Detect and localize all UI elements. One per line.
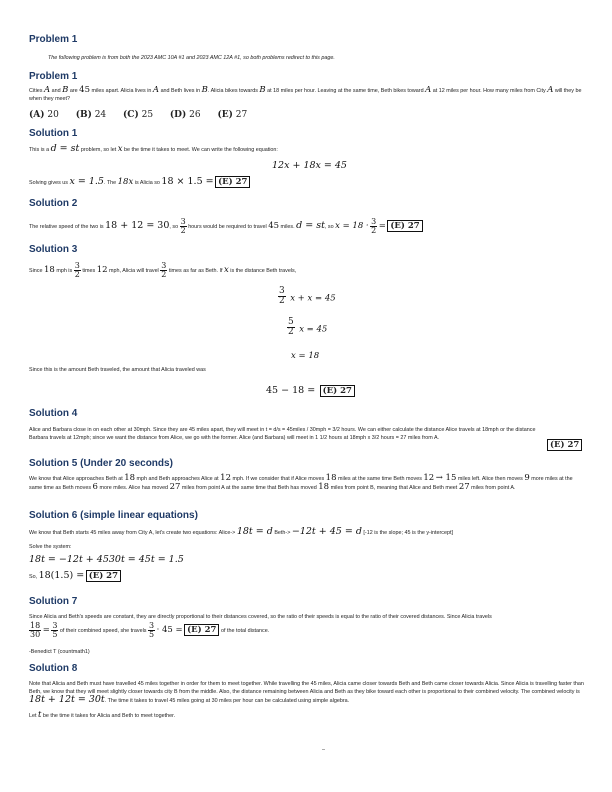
solution-3-line2: Since this is the amount Beth traveled, the amount that Alicia traveled was: [29, 367, 206, 373]
choice-a: (A) 20: [29, 110, 59, 120]
solution-3-heading: Solution 3: [29, 244, 78, 255]
problem-text: Cities A and B are 45 miles apart. Alicia lives in A and Beth lives in B. Alicia bikes towards B at 18 miles per hour. Leaving at the same time, Beth bikes toward A at 12 miles per hour. How many miles from City A will they be when they meet?: [29, 85, 582, 102]
solution-2-heading: Solution 2: [29, 198, 78, 209]
solution-5-text: We know that Alice approaches Beth at 18 mph and Beth approaches Alice at 12 mph. If we consider that if Alice moves 18 miles at the same time Beth moves 12 → 15 miles left. Alice then moves 9 more miles at the same time as Beth moves 6 more miles. Alice has moved 27 miles from point A at the same time that Beth has moved 18 miles from point B, meaning that Alice and Beth meet 27 miles from point A.: [29, 473, 573, 492]
solution-3-eq1: $\frac{3}{2}$ x + x = 45: [279, 286, 336, 306]
choice-d: (D) 26: [169, 110, 201, 120]
solution-1-line1: This is a d = st problem, so let x be the time it takes to meet. We can write the following equation:: [29, 143, 278, 154]
solution-7-line1: Since Alicia and Beth's speeds are constant, they are directly proportional to their distances covered, so the ratio of their speeds is equal to the ratio of their covered distances. Since Alicia travels: [29, 614, 492, 620]
solution-6-heading: Solution 6 (simple linear equations): [29, 510, 198, 521]
answer-box: (E) 27: [215, 176, 250, 188]
page-mark: –: [322, 747, 325, 753]
solution-7-line2: $\frac{18}{30}$ = $\frac{3}{5}$ of their combined speed, she travels $\frac{3}{5}$ · 45 = (E) 27 of the total distance.: [30, 621, 270, 639]
solution-6-line3: So, 18(1.5) = (E) 27: [29, 572, 121, 581]
solution-6-line1: We know that Beth starts 45 miles away from City A, let's create two equations: Alice-> 18t = d Beth-> −12t + 45 = d [-12 is the slope; 45 is the y-intercept]: [29, 526, 453, 537]
answer-box: (E) 27: [320, 385, 355, 397]
answer-box: (E) 27: [184, 624, 219, 636]
fraction: $\frac{3}{2}$: [74, 261, 80, 279]
choice-c: (C) 25: [123, 110, 154, 120]
solution-8-text: Note that Alicia and Beth must have travelled 45 miles together in order for them to meet together. While travelling the 45 miles, Alicia came closer towards Beth and Beth came closer towards Alicia. Since Alicia is travelling faster than Beth, we know that they will meet slightly closer towards city B from the middle. Also, the distance remaining between Alicia and Beth as they bike toward each other is proportional to their combined velocity. The combined velocity is 18t + 12t = 30t. The time it takes to travel 45 miles going at 30 miles per hour can be calculated using simple algebra.: [29, 681, 584, 705]
solution-4-answer: [547, 434, 582, 452]
solution-8-heading: Solution 8: [29, 663, 78, 674]
solution-5-heading: Solution 5 (Under 20 seconds): [29, 458, 173, 469]
solution-3-eq2: $\frac{5}{2}$ x = 45: [288, 317, 328, 337]
solution-1-line2: Solving gives us x = 1.5. The 18x is Alicia so 18 × 1.5 = (E) 27: [29, 178, 250, 187]
choice-b: (B) 24: [75, 110, 107, 120]
problem-heading: Problem 1: [29, 34, 78, 45]
solution-1-equation: 12x + 18x = 45: [272, 160, 347, 171]
solution-7-heading: Solution 7: [29, 596, 78, 607]
answer-box: (E) 27: [547, 439, 582, 451]
fraction: $\frac{3}{2}$: [180, 217, 186, 235]
solution-8-line2: Let t be the time it takes for Alicia and Beth to meet together.: [29, 710, 176, 720]
choice-e: (E) 27: [217, 110, 248, 120]
problem-heading-2: Problem 1: [29, 71, 78, 82]
solution-6-line2: Solve the system:: [29, 544, 72, 550]
solution-2-line: The relative speed of the two is 18 + 12 = 30, so $\frac{3}{2}$ hours would be required to travel 45 miles. d = st, so x = 18 · $\frac{3}{2}$ = (E) 27: [29, 218, 423, 235]
solution-1-heading: Solution 1: [29, 128, 78, 139]
solution-6-equation: 18t = −12t + 4530t = 45t = 1.5: [29, 554, 184, 565]
solution-4-text: Alice and Barbara close in on each other at 30mph. Since they are 45 miles apart, they will meet in t = d/s = 45miles / 30mph = 3/2 hours. We can either calculate the distance Alice travels at 18mph or the distance Barbara travels at 12mph; since we want the distance from Alice, we go with the former. Alice (and Barbara) will meet in 1 1/2 hours at 18mph x 3/2 hours = 27 miles from A.: [29, 427, 536, 441]
fraction: $\frac{3}{2}$: [161, 261, 167, 279]
answer-box: (E) 27: [86, 570, 121, 582]
problem-note: The following problem is from both the 2023 AMC 10A #1 and 2023 AMC 12A #1, so both problems redirect to this page.: [48, 55, 335, 61]
answer-choices: [29, 110, 247, 120]
solution-7-author: -Benedict T (countmath1): [29, 649, 90, 655]
fraction: $\frac{3}{2}$: [371, 217, 377, 235]
solution-4-heading: Solution 4: [29, 408, 78, 419]
answer-box: (E) 27: [387, 220, 422, 232]
solution-3-line1: Since 18 mph is $\frac{3}{2}$ times 12 mph, Alicia will travel $\frac{3}{2}$ times as far as Beth. If x is the distance Beth travels,: [29, 261, 297, 279]
solution-3-eq3: x = 18: [291, 351, 320, 361]
solution-3-eq4: 45 − 18 = (E) 27: [266, 380, 355, 398]
